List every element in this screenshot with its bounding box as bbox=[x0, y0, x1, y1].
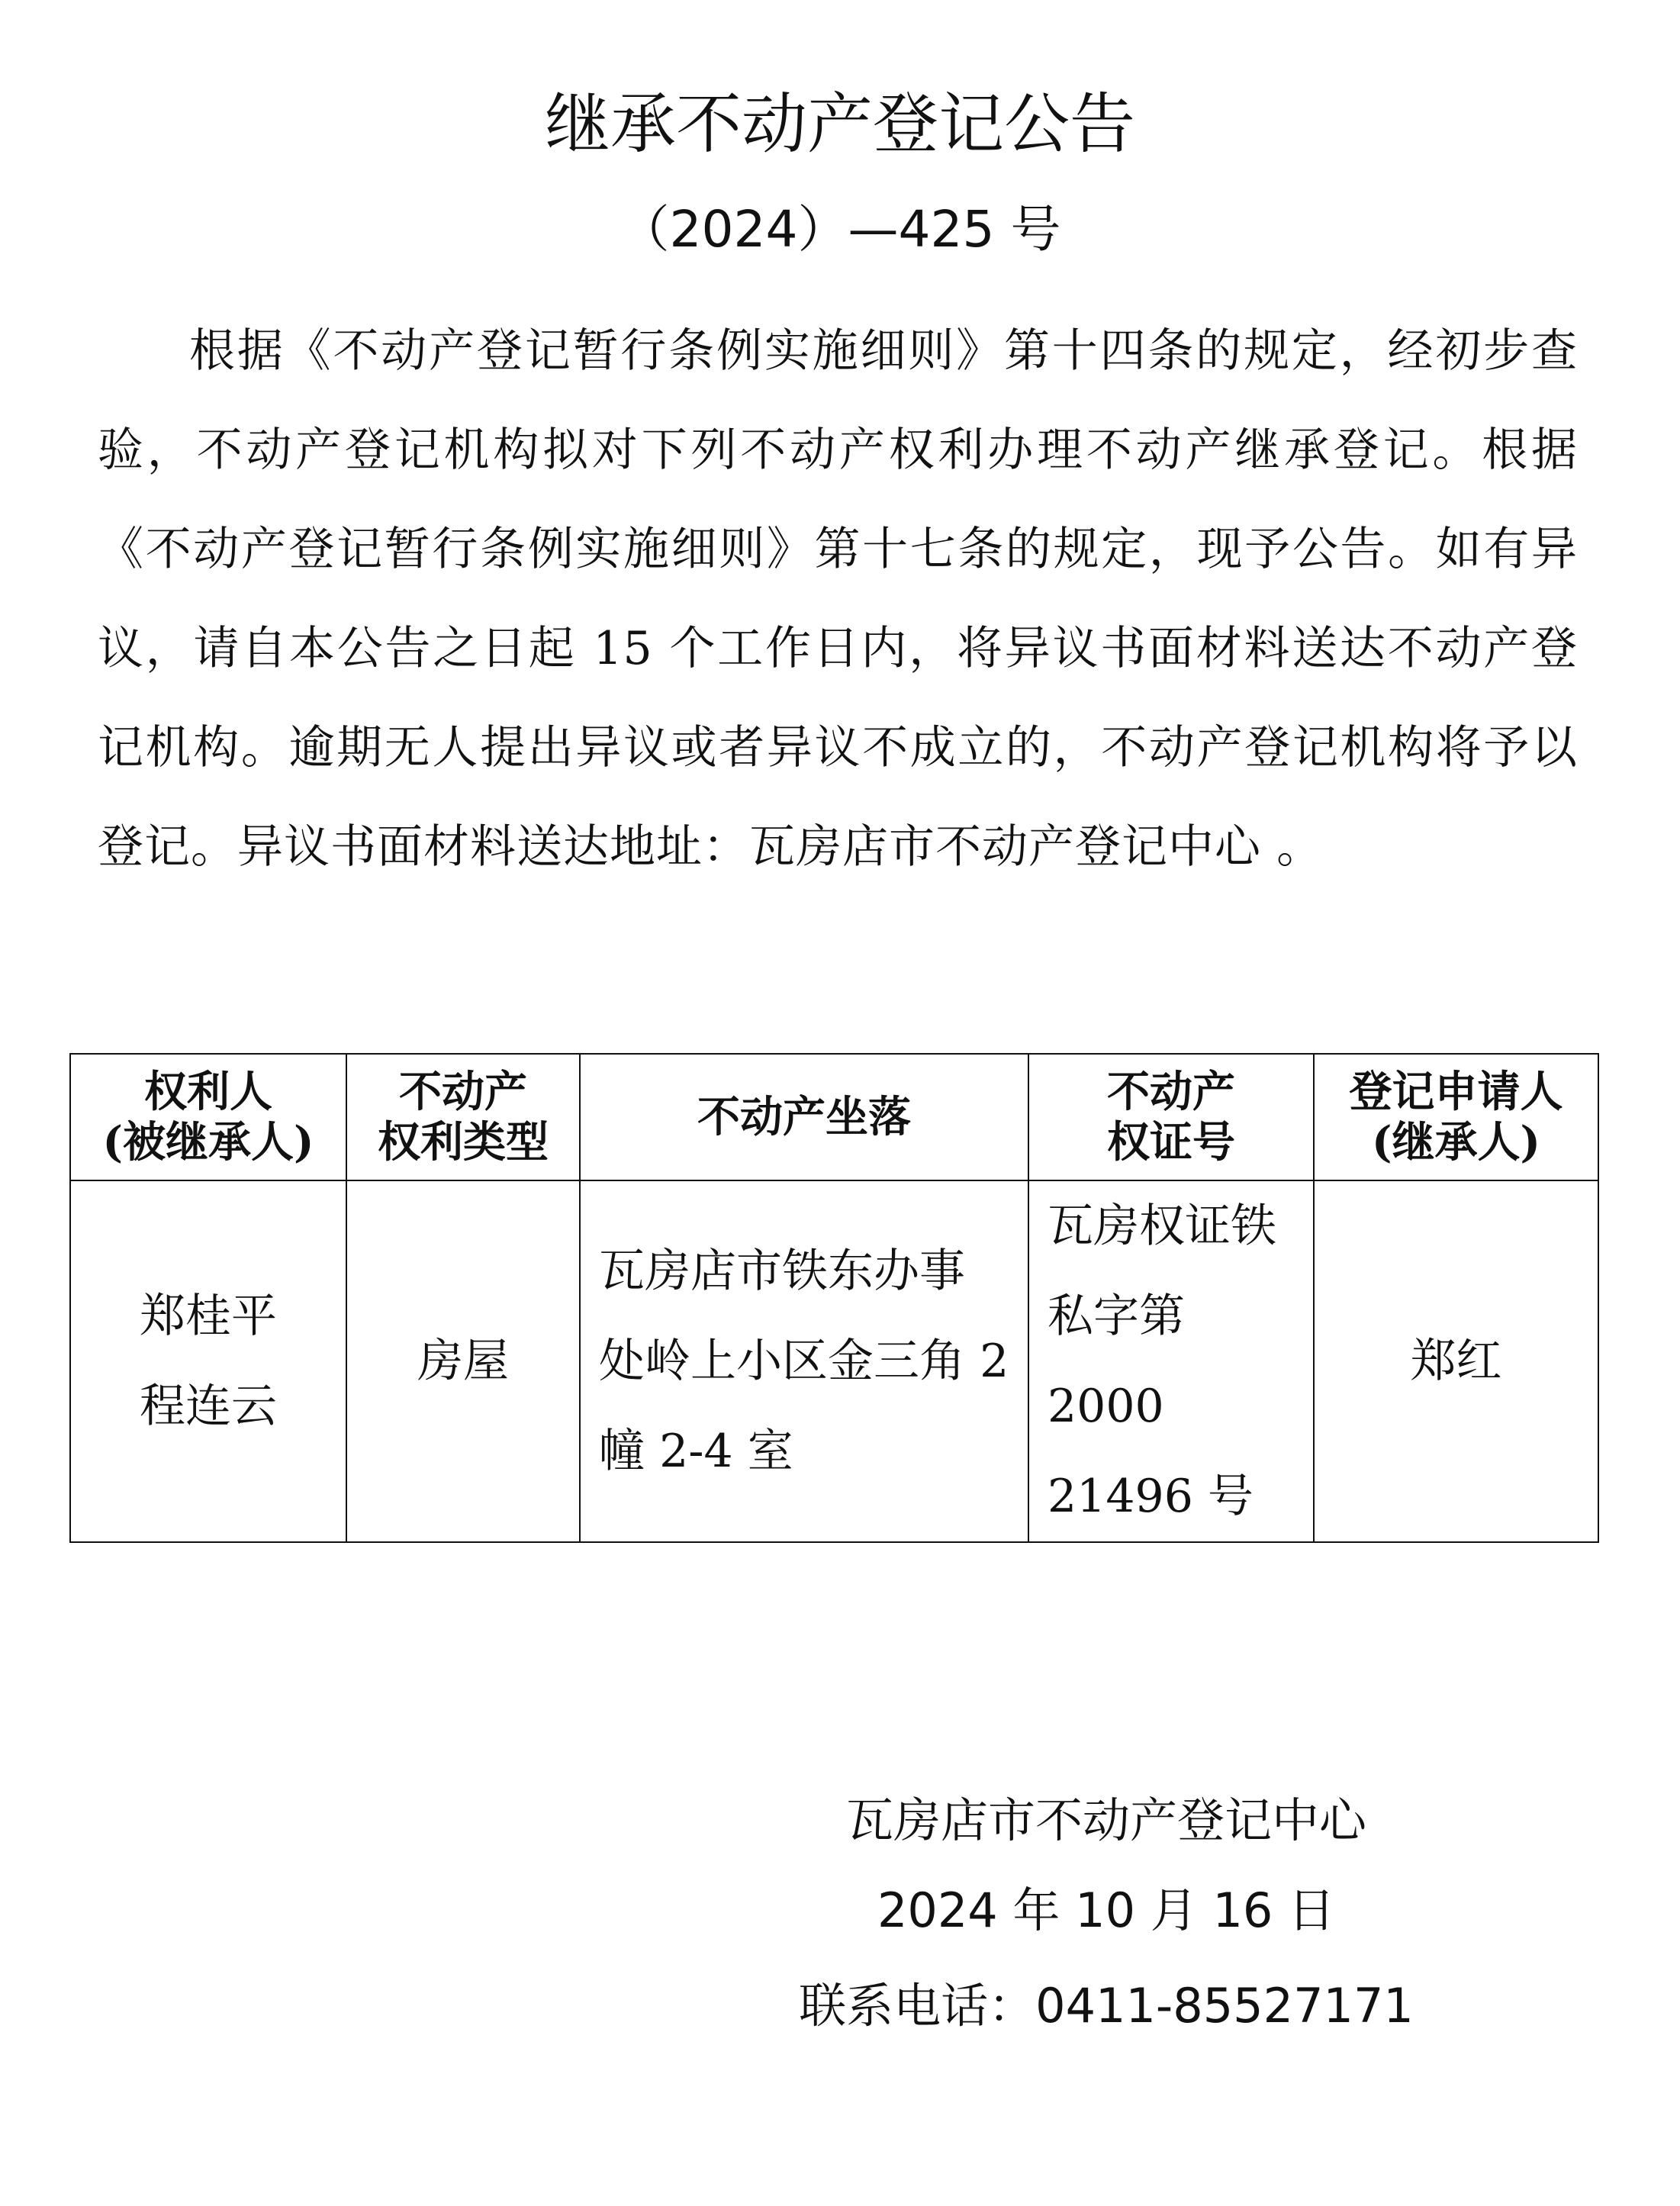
header-label: 不动产 bbox=[399, 1067, 527, 1117]
issue-date: 2024 年 10 月 16 日 bbox=[877, 1882, 1336, 1938]
header-right-type bbox=[346, 1054, 580, 1180]
right-holder-name: 郑桂平 bbox=[140, 1290, 277, 1343]
table-header-row bbox=[70, 1054, 1598, 1180]
contact-phone: 联系电话：0411-85527171 bbox=[799, 1978, 1414, 2034]
header-location bbox=[580, 1054, 1028, 1180]
location-line: 幢 2-4 室 bbox=[599, 1425, 793, 1478]
certificate-line: 21496 号 bbox=[1048, 1470, 1254, 1523]
location-line: 处岭上小区金三角 2 bbox=[599, 1335, 1009, 1388]
header-label: 权利类型 bbox=[378, 1117, 549, 1167]
cell-right-holders bbox=[70, 1180, 346, 1542]
announcement-body: 根据《不动产登记暂行条例实施细则》第十四条的规定，经初步查验，不动产登记机构拟对下列不动产权利办理不动产继承登记。根据《不动产登记暂行条例实施细则》第十七条的规定，现予公告。如有异议，请自本公告之日起 15 个工作日内，将异议书面材料送达不动产登记机构。逾期无人提出异议或者异议不成立的，不动产登记机构将予以登记。异议书面材料送达地址：瓦房店市不动产登记中心 。 bbox=[98, 324, 1578, 874]
document-number: （2024）—425 号 bbox=[619, 200, 1061, 259]
location-line: 瓦房店市铁东办事 bbox=[599, 1245, 965, 1298]
header-applicant bbox=[1314, 1054, 1598, 1180]
cell-right-type: 房屋 bbox=[346, 1180, 580, 1542]
header-label: (被继承人) bbox=[102, 1117, 314, 1167]
header-label: (继承人) bbox=[1372, 1117, 1540, 1167]
cell-certificate-number bbox=[1028, 1180, 1314, 1542]
issuing-organization: 瓦房店市不动产登记中心 bbox=[845, 1792, 1366, 1848]
certificate-line: 瓦房权证铁 bbox=[1048, 1200, 1276, 1253]
header-label: 权利人 bbox=[144, 1067, 272, 1117]
cell-applicant: 郑红 bbox=[1314, 1180, 1598, 1542]
header-label: 不动产 bbox=[1107, 1067, 1235, 1117]
registration-table bbox=[69, 1053, 1599, 1543]
header-label: 不动产坐落 bbox=[697, 1092, 911, 1142]
cell-location bbox=[580, 1180, 1028, 1542]
header-certificate-number bbox=[1028, 1054, 1314, 1180]
header-label: 权证号 bbox=[1107, 1117, 1235, 1167]
header-right-holder bbox=[70, 1054, 346, 1180]
table-row bbox=[70, 1180, 1598, 1542]
right-holder-name: 程连云 bbox=[140, 1380, 277, 1433]
document-title: 继承不动产登记公告 bbox=[545, 86, 1135, 163]
certificate-line: 私字第 2000 bbox=[1048, 1290, 1185, 1433]
header-label: 登记申请人 bbox=[1349, 1067, 1563, 1117]
